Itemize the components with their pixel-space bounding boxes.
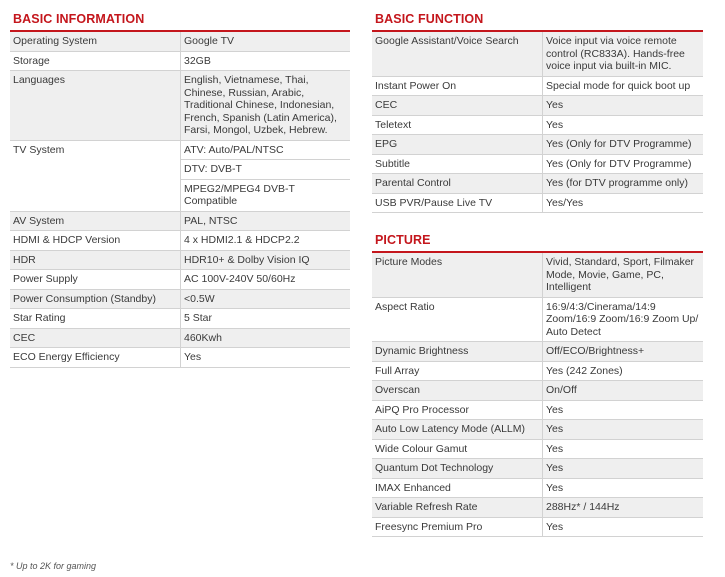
spec-table bbox=[10, 32, 350, 368]
spec-label: Instant Power On bbox=[372, 76, 543, 96]
table-row bbox=[372, 154, 703, 174]
table-row bbox=[372, 115, 703, 135]
table-row bbox=[372, 459, 703, 479]
spec-label: ECO Energy Efficiency bbox=[10, 348, 181, 368]
spec-value: Voice input via voice remote control (RC833A). Hands-free voice input via built-in MIC. bbox=[543, 32, 704, 76]
spec-label: USB PVR/Pause Live TV bbox=[372, 193, 543, 213]
spec-value: Off/ECO/Brightness+ bbox=[543, 342, 704, 362]
spec-value: HDR10+ & Dolby Vision IQ bbox=[181, 250, 351, 270]
spec-label: HDMI & HDCP Version bbox=[10, 231, 181, 251]
left-column bbox=[10, 10, 350, 386]
table-row bbox=[372, 439, 703, 459]
table-row bbox=[372, 342, 703, 362]
spec-label: Picture Modes bbox=[372, 253, 543, 297]
spec-value: Yes bbox=[543, 517, 704, 537]
spec-label: Aspect Ratio bbox=[372, 297, 543, 342]
spec-value: 460Kwh bbox=[181, 328, 351, 348]
spec-value: Yes bbox=[543, 115, 704, 135]
spec-value: Yes bbox=[543, 96, 704, 116]
spec-value: MPEG2/MPEG4 DVB-T Compatible bbox=[181, 179, 351, 211]
table-row bbox=[372, 32, 703, 76]
table-row bbox=[10, 32, 350, 51]
spec-value: 32GB bbox=[181, 51, 351, 71]
table-row bbox=[372, 76, 703, 96]
spec-label: IMAX Enhanced bbox=[372, 478, 543, 498]
right-column bbox=[372, 10, 703, 555]
spec-value: 5 Star bbox=[181, 309, 351, 329]
table-row bbox=[10, 328, 350, 348]
spec-label: Overscan bbox=[372, 381, 543, 401]
spec-value: Vivid, Standard, Sport, Filmaker Mode, Movie, Game, PC, Intelligent bbox=[543, 253, 704, 297]
spec-value: Yes bbox=[543, 459, 704, 479]
spec-label: Storage bbox=[10, 51, 181, 71]
spec-value: 288Hz* / 144Hz bbox=[543, 498, 704, 518]
spec-label: Dynamic Brightness bbox=[372, 342, 543, 362]
table-row bbox=[10, 51, 350, 71]
spec-label: Languages bbox=[10, 71, 181, 141]
table-row bbox=[372, 135, 703, 155]
spec-label: Teletext bbox=[372, 115, 543, 135]
table-row bbox=[372, 193, 703, 213]
table-row bbox=[372, 361, 703, 381]
table-row bbox=[372, 517, 703, 537]
table-row bbox=[372, 420, 703, 440]
spec-table bbox=[372, 253, 703, 537]
spec-value: Yes/Yes bbox=[543, 193, 704, 213]
spec-value: Special mode for quick boot up bbox=[543, 76, 704, 96]
spec-value: <0.5W bbox=[181, 289, 351, 309]
table-row bbox=[10, 309, 350, 329]
spec-label: Power Supply bbox=[10, 270, 181, 290]
spec-value: Yes (for DTV programme only) bbox=[543, 174, 704, 194]
spec-value: 4 x HDMI2.1 & HDCP2.2 bbox=[181, 231, 351, 251]
table-row bbox=[372, 297, 703, 342]
spec-value: Yes bbox=[543, 478, 704, 498]
section-title: BASIC FUNCTION bbox=[372, 10, 703, 32]
table-row bbox=[372, 478, 703, 498]
table-row bbox=[372, 174, 703, 194]
spec-value: Yes bbox=[543, 439, 704, 459]
spec-value: Google TV bbox=[181, 32, 351, 51]
spec-label: Parental Control bbox=[372, 174, 543, 194]
spec-label: TV System bbox=[10, 140, 181, 211]
spec-table bbox=[372, 32, 703, 213]
spec-label: Freesync Premium Pro bbox=[372, 517, 543, 537]
table-row bbox=[372, 96, 703, 116]
table-row bbox=[10, 211, 350, 231]
spec-label: Star Rating bbox=[10, 309, 181, 329]
table-row bbox=[10, 250, 350, 270]
spec-label: Power Consumption (Standby) bbox=[10, 289, 181, 309]
spec-label: Variable Refresh Rate bbox=[372, 498, 543, 518]
spec-value: ATV: Auto/PAL/NTSC bbox=[181, 140, 351, 160]
basic-information-section bbox=[10, 10, 350, 368]
table-row bbox=[10, 348, 350, 368]
picture-section bbox=[372, 231, 703, 537]
spec-value: 16:9/4:3/Cinerama/14:9 Zoom/16:9 Zoom/16:9 Zoom Up/ Auto Detect bbox=[543, 297, 704, 342]
spec-label: Auto Low Latency Mode (ALLM) bbox=[372, 420, 543, 440]
spec-label: CEC bbox=[372, 96, 543, 116]
spec-label: Subtitle bbox=[372, 154, 543, 174]
table-row bbox=[372, 498, 703, 518]
spec-value: DTV: DVB-T bbox=[181, 160, 351, 180]
table-row bbox=[372, 400, 703, 420]
table-row bbox=[372, 381, 703, 401]
basic-function-section bbox=[372, 10, 703, 213]
spec-value: Yes (Only for DTV Programme) bbox=[543, 154, 704, 174]
spec-value: On/Off bbox=[543, 381, 704, 401]
spec-label: Full Array bbox=[372, 361, 543, 381]
spec-value: Yes bbox=[543, 400, 704, 420]
spec-label: AiPQ Pro Processor bbox=[372, 400, 543, 420]
spec-value: AC 100V-240V 50/60Hz bbox=[181, 270, 351, 290]
table-row bbox=[10, 289, 350, 309]
table-row bbox=[10, 270, 350, 290]
table-row bbox=[10, 71, 350, 141]
table-row bbox=[10, 140, 350, 160]
spec-label: CEC bbox=[10, 328, 181, 348]
footnote: * Up to 2K for gaming bbox=[10, 561, 97, 571]
spec-value: PAL, NTSC bbox=[181, 211, 351, 231]
spec-value: Yes bbox=[543, 420, 704, 440]
spec-label: AV System bbox=[10, 211, 181, 231]
spec-label: Quantum Dot Technology bbox=[372, 459, 543, 479]
section-title: PICTURE bbox=[372, 231, 703, 253]
section-title: BASIC INFORMATION bbox=[10, 10, 350, 32]
spec-value: Yes (Only for DTV Programme) bbox=[543, 135, 704, 155]
spec-label: Operating System bbox=[10, 32, 181, 51]
spec-value: Yes bbox=[181, 348, 351, 368]
spec-label: Google Assistant/Voice Search bbox=[372, 32, 543, 76]
table-row bbox=[372, 253, 703, 297]
spec-label: HDR bbox=[10, 250, 181, 270]
table-row bbox=[10, 231, 350, 251]
spec-label: Wide Colour Gamut bbox=[372, 439, 543, 459]
spec-label: EPG bbox=[372, 135, 543, 155]
spec-value: English, Vietnamese, Thai, Chinese, Russian, Arabic, Traditional Chinese, Indonesian, French, Spanish (Latin America), Farsi, Mongol, Uzbek, Hebrew. bbox=[181, 71, 351, 141]
spec-value: Yes (242 Zones) bbox=[543, 361, 704, 381]
